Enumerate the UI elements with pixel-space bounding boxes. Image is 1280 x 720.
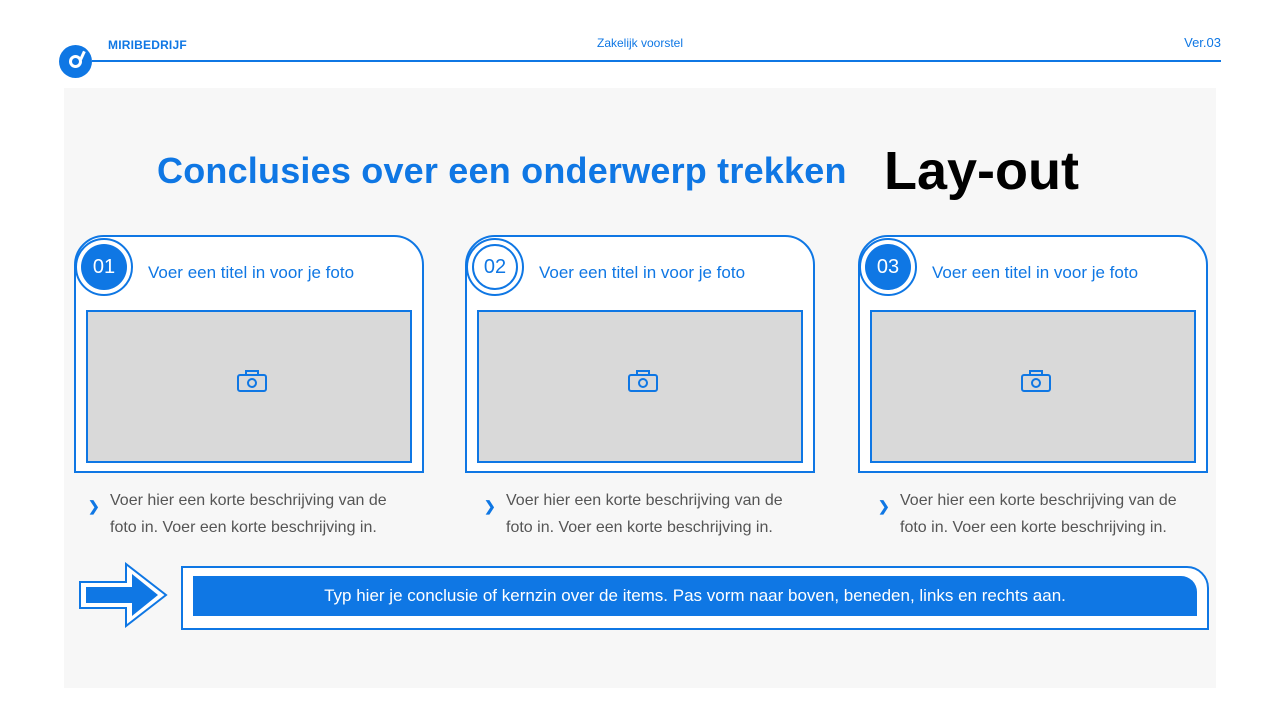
card-number: 02 bbox=[472, 244, 518, 290]
number-badge bbox=[75, 238, 133, 296]
chevron-right-icon: ❯ bbox=[88, 498, 100, 514]
camera-icon bbox=[627, 369, 659, 393]
conclusion-text[interactable]: Typ hier je conclusie of kernzin over de items. Pas vorm naar boven, beneden, links en rechts aan. bbox=[193, 576, 1197, 616]
photo-card-1 bbox=[74, 235, 424, 473]
chevron-right-icon: ❯ bbox=[878, 498, 890, 514]
layout-label: Lay-out bbox=[884, 141, 1079, 201]
version-label: Ver.03 bbox=[1184, 35, 1221, 50]
photo-placeholder[interactable] bbox=[870, 310, 1196, 463]
card-title[interactable]: Voer een titel in voor je foto bbox=[539, 263, 746, 282]
number-badge bbox=[859, 238, 917, 296]
number-badge bbox=[466, 238, 524, 296]
card-description-1 bbox=[88, 487, 408, 541]
conclusion-box bbox=[181, 566, 1209, 630]
photo-card-2 bbox=[465, 235, 815, 473]
photo-placeholder[interactable] bbox=[86, 310, 412, 463]
chevron-right-icon: ❯ bbox=[484, 498, 496, 514]
description-text: Voer hier een korte beschrijving van de foto in. Voer een korte beschrijving in. bbox=[506, 492, 783, 536]
card-title[interactable]: Voer een titel in voor je foto bbox=[148, 263, 355, 282]
description-text: Voer hier een korte beschrijving van de foto in. Voer een korte beschrijving in. bbox=[900, 492, 1177, 536]
photo-placeholder[interactable] bbox=[477, 310, 803, 463]
photo-card-3 bbox=[858, 235, 1208, 473]
camera-icon bbox=[236, 369, 268, 393]
camera-icon bbox=[1020, 369, 1052, 393]
document-type: Zakelijk voorstel bbox=[596, 36, 684, 50]
arrow-right-icon bbox=[78, 562, 170, 628]
description-text: Voer hier een korte beschrijving van de foto in. Voer een korte beschrijving in. bbox=[110, 492, 387, 536]
card-description-3 bbox=[878, 487, 1198, 541]
card-number: 01 bbox=[81, 244, 127, 290]
card-title[interactable]: Voer een titel in voor je foto bbox=[932, 263, 1139, 282]
card-number: 03 bbox=[865, 244, 911, 290]
brand-logo-icon bbox=[59, 45, 92, 78]
card-description-2 bbox=[484, 487, 804, 541]
slide-title: Conclusies over een onderwerp trekken bbox=[157, 150, 847, 191]
header-divider bbox=[92, 60, 1221, 62]
brand-name: MIRIBEDRIJF bbox=[108, 38, 187, 52]
